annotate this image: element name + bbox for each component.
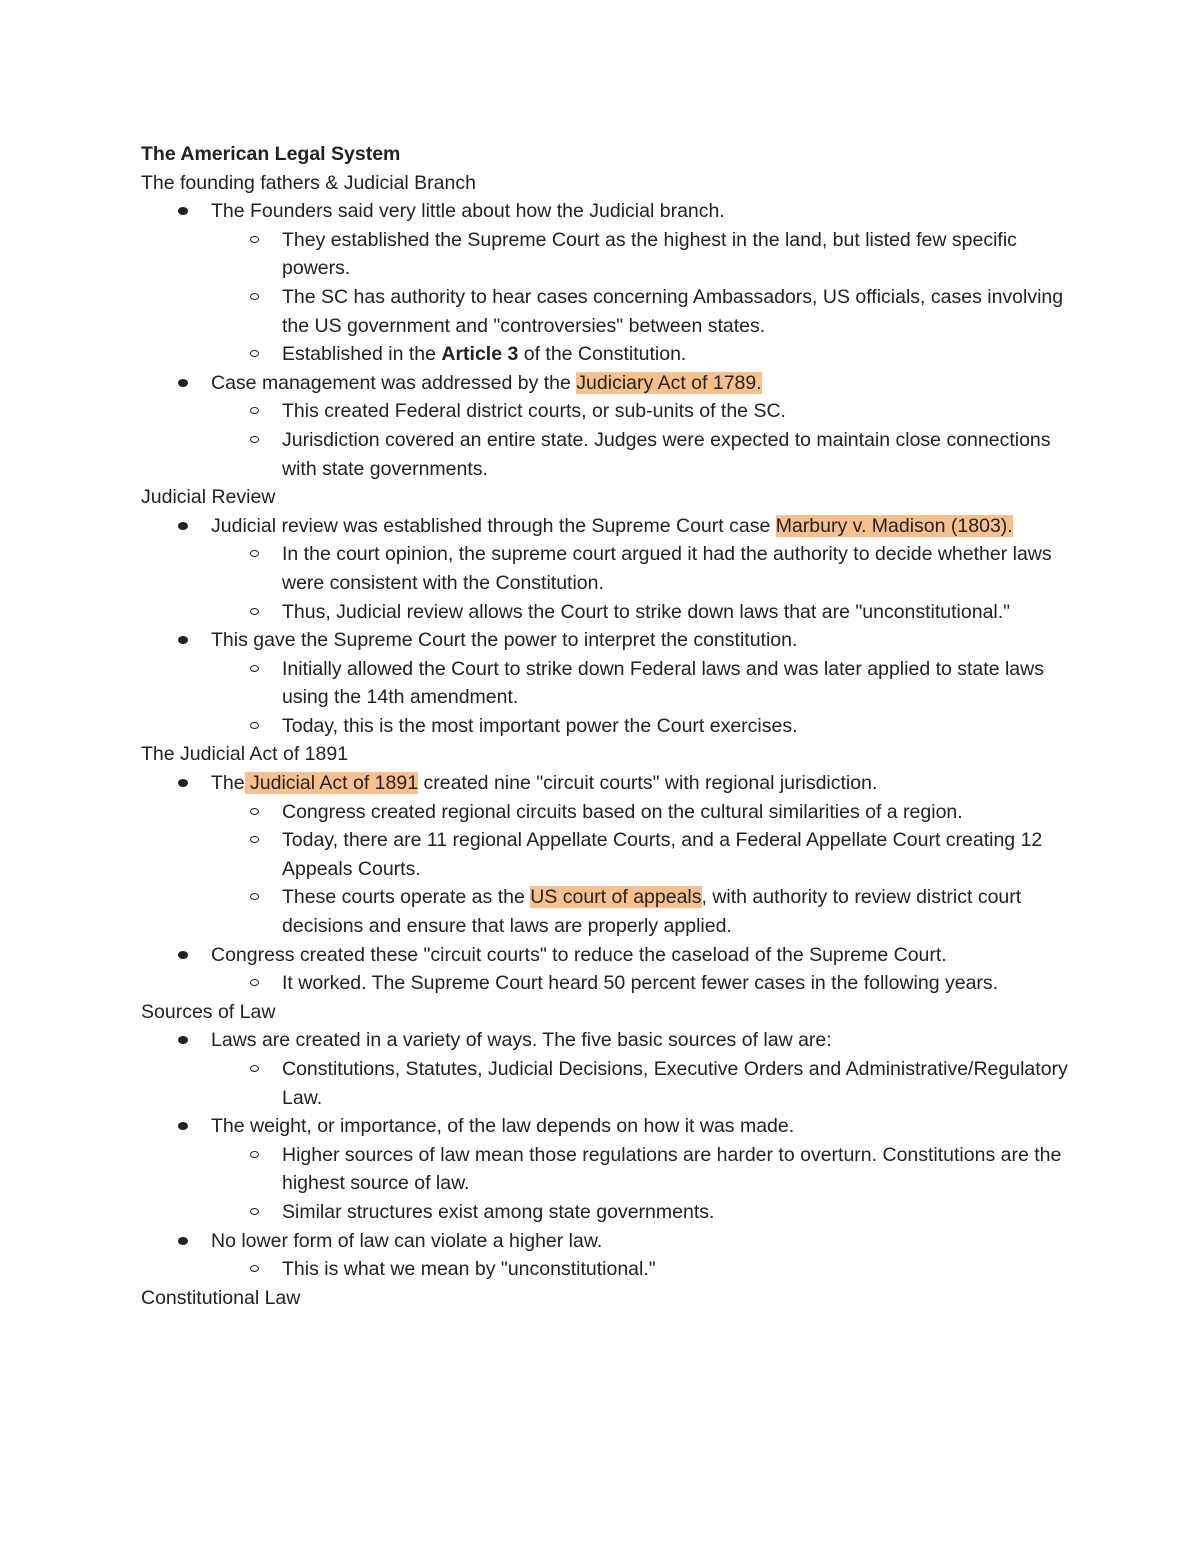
sub-bullet-item	[141, 883, 1071, 940]
text-run: This gave the Supreme Court the power to interpret the constitution.	[211, 629, 798, 652]
sub-bullet-item	[141, 655, 1071, 712]
text-run: Similar structures exist among state governments.	[282, 1200, 715, 1223]
section-heading: Constitutional Law	[141, 1286, 301, 1309]
sub-bullet-item	[141, 1255, 1071, 1284]
sub-bullet-item	[141, 397, 1071, 426]
text-run: Established in the	[282, 343, 442, 366]
text-run: Jurisdiction covered an entire state. Judges were expected to maintain close connections with state governments.	[282, 428, 1051, 480]
sub-bullet-item	[141, 712, 1071, 741]
section	[141, 483, 1071, 740]
highlighted-text: US court of appeals	[530, 886, 702, 909]
text-run: of the Constitution.	[518, 343, 687, 366]
text-run: Congress created regional circuits based on the cultural similarities of a region.	[282, 800, 963, 823]
highlighted-text: Judicial Act of 1891	[244, 772, 419, 795]
text-run: created nine "circuit courts" with regional jurisdiction.	[418, 772, 878, 795]
sub-bullet-item	[141, 283, 1071, 340]
text-run: It worked. The Supreme Court heard 50 percent fewer cases in the following years.	[282, 972, 999, 995]
highlighted-text: Marbury v. Madison (1803).	[775, 514, 1013, 537]
bullet-item	[141, 1026, 1071, 1055]
bullet-item	[141, 369, 1071, 398]
bullet-item	[141, 1112, 1071, 1141]
text-run: Laws are created in a variety of ways. The five basic sources of law are:	[211, 1029, 832, 1052]
text-run: Today, this is the most important power the Court exercises.	[282, 714, 798, 737]
text-run: The weight, or importance, of the law depends on how it was made.	[211, 1115, 795, 1138]
bullet-item	[141, 626, 1071, 655]
section-heading: Judicial Review	[141, 486, 276, 509]
section	[141, 998, 1071, 1284]
text-run: They established the Supreme Court as the highest in the land, but listed few specific powers.	[282, 228, 1017, 280]
text-run: No lower form of law can violate a higher law.	[211, 1229, 603, 1252]
sub-bullet-item	[141, 1141, 1071, 1198]
sub-bullet-item	[141, 340, 1071, 369]
text-run: This is what we mean by "unconstitutional."	[282, 1258, 656, 1281]
text-run: Today, there are 11 regional Appellate Courts, and a Federal Appellate Court creating 12 Appeals Courts.	[282, 829, 1043, 880]
sub-bullet-item	[141, 826, 1071, 883]
text-run: The Founders said very little about how the Judicial branch.	[211, 200, 725, 223]
sub-bullet-item	[141, 798, 1071, 827]
section	[141, 1284, 1071, 1313]
text-run: Thus, Judicial review allows the Court to strike down laws that are "unconstitutional."	[282, 600, 1011, 623]
sub-bullet-item	[141, 226, 1071, 283]
bullet-item	[141, 941, 1071, 970]
text-run: Congress created these "circuit courts" to reduce the caseload of the Supreme Court.	[211, 943, 947, 966]
section-heading: Sources of Law	[141, 1000, 276, 1023]
bullet-item	[141, 769, 1071, 798]
document-title: The American Legal System	[141, 143, 401, 165]
bold-text: Article 3	[441, 343, 519, 366]
document-sections	[141, 169, 1071, 1313]
text-run: Constitutions, Statutes, Judicial Decisions, Executive Orders and Administrative/Regulatory Law.	[282, 1058, 1068, 1109]
text-run: Initially allowed the Court to strike down Federal laws and was later applied to state laws using the 14th amendment.	[282, 657, 1044, 709]
text-run: The	[211, 772, 245, 795]
highlighted-text: Judiciary Act of 1789.	[576, 371, 762, 394]
section-heading: The founding fathers & Judicial Branch	[141, 171, 476, 194]
text-run: This created Federal district courts, or sub-units of the SC.	[282, 400, 786, 423]
document-body	[141, 140, 1071, 1312]
text-run: These courts operate as the	[282, 886, 531, 909]
sub-bullet-item	[141, 540, 1071, 597]
section	[141, 740, 1071, 997]
sub-bullet-item	[141, 426, 1071, 483]
sub-bullet-item	[141, 1055, 1071, 1112]
text-run: Judicial review was established through the Supreme Court case	[211, 514, 776, 537]
text-run: In the court opinion, the supreme court argued it had the authority to decide whether laws were consistent with the Constitution.	[282, 543, 1052, 594]
text-run: The SC has authority to hear cases concerning Ambassadors, US officials, cases involving the US government and "controversies" between states.	[282, 285, 1064, 337]
bullet-item	[141, 1227, 1071, 1256]
text-run: , with authority to review district court decisions and ensure that laws are properly applied.	[282, 886, 1022, 938]
bullet-item	[141, 512, 1071, 541]
section	[141, 169, 1071, 484]
sub-bullet-item	[141, 1198, 1071, 1227]
text-run: Higher sources of law mean those regulations are harder to overturn. Constitutions are the highest source of law.	[282, 1143, 1062, 1195]
sub-bullet-item	[141, 969, 1071, 998]
bullet-item	[141, 197, 1071, 226]
sub-bullet-item	[141, 598, 1071, 627]
text-run: Case management was addressed by the	[211, 371, 577, 394]
section-heading: The Judicial Act of 1891	[141, 743, 349, 766]
